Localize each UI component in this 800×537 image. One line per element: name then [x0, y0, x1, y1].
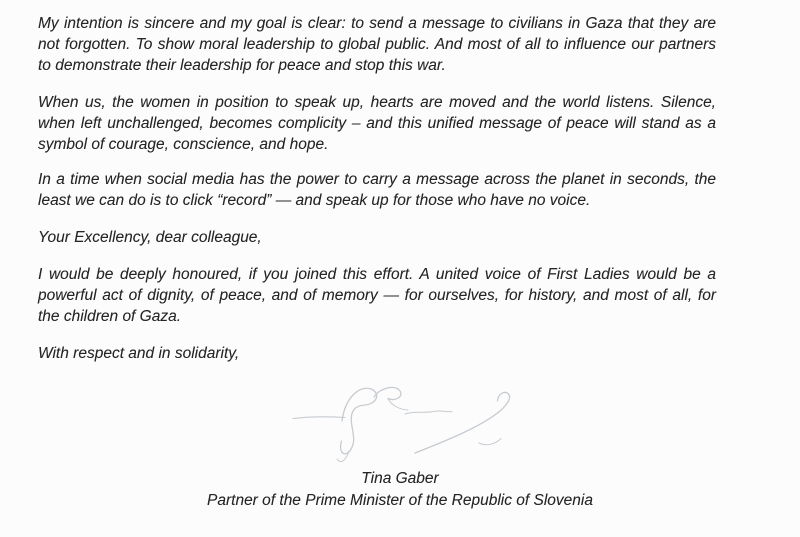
- salutation-line: Your Excellency, dear colleague,: [38, 229, 262, 246]
- signatory-title: Partner of the Prime Minister of the Republic of Slovenia: [207, 492, 593, 509]
- paragraph-appeal: I would be deeply honoured, if you joined this effort. A united voice of First Ladies would be a powerful act of dignity, of peace, and of memory — for ourselves, for history, and most of all, for the children of Gaza.: [38, 266, 716, 325]
- signature-block: [285, 380, 525, 466]
- signatory-name: Tina Gaber: [361, 470, 439, 487]
- signatory-block: [0, 468, 800, 512]
- closing-line: With respect and in solidarity,: [38, 345, 240, 362]
- handwritten-signature-icon: [285, 380, 525, 472]
- paragraph-intention: My intention is sincere and my goal is clear: to send a message to civilians in Gaza that they are not forgotten. To show moral leadership to global public. And most of all to influence our partners to demonstrate their leadership for peace and stop this war.: [38, 15, 716, 74]
- paragraph-women-speak-up: When us, the women in position to speak up, hearts are moved and the world listens. Silence, when left unchallenged, becomes complicity – and this unified message of peace will stand as a symbol of courage, conscience, and hope.: [38, 94, 716, 153]
- paragraph-social-media: In a time when social media has the power to carry a message across the planet in seconds, the least we can do is to click “record” — and speak up for those who have no voice.: [38, 171, 716, 209]
